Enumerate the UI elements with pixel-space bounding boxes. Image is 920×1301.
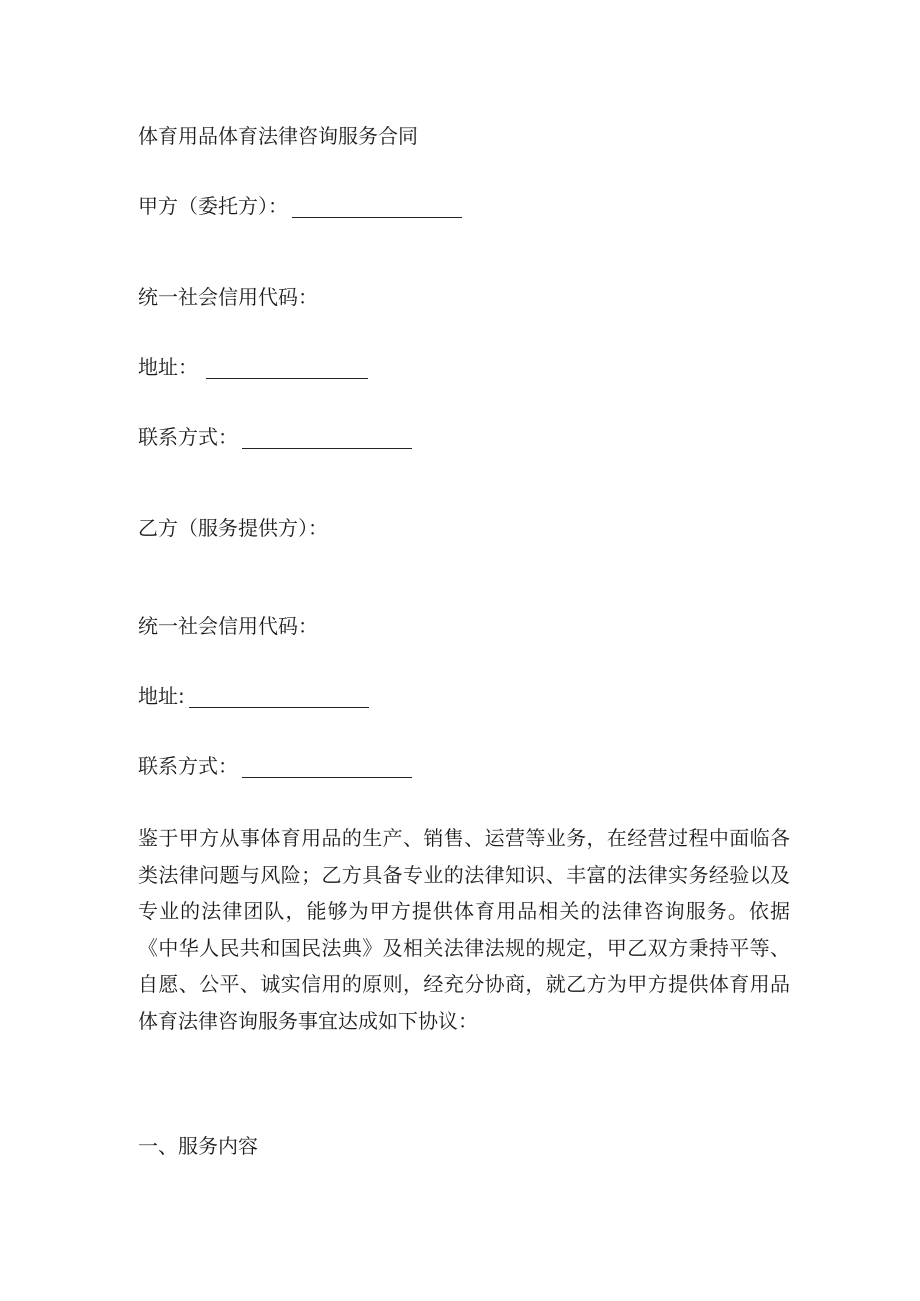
party-b-line — [138, 516, 328, 540]
title-text: 体育用品体育法律咨询服务合同 — [138, 124, 418, 148]
party-b-label: 乙方（服务提供方）： — [138, 516, 328, 540]
party-a-credit-code-label: 统一社会信用代码： — [138, 285, 318, 309]
section-1-heading — [138, 1134, 258, 1158]
party-a-address-blank[interactable] — [206, 358, 368, 379]
party-b-contact-blank[interactable] — [242, 757, 412, 778]
party-a-contact-line — [138, 425, 412, 449]
party-b-address-line — [138, 684, 369, 708]
party-a-address-line — [138, 355, 368, 379]
party-b-contact-line — [138, 754, 412, 778]
party-b-address-blank[interactable] — [189, 687, 369, 708]
section-1-heading-text: 一、服务内容 — [138, 1134, 258, 1158]
party-b-contact-label: 联系方式： — [138, 754, 238, 778]
document-title — [138, 124, 418, 148]
party-a-address-label: 地址： — [138, 355, 198, 379]
party-a-line — [138, 194, 462, 218]
party-a-contact-blank[interactable] — [242, 428, 412, 449]
party-b-credit-code-line — [138, 614, 318, 638]
party-b-address-label: 地址: — [138, 684, 185, 708]
party-a-contact-label: 联系方式： — [138, 425, 238, 449]
party-a-blank[interactable] — [292, 197, 462, 218]
party-a-label: 甲方（委托方）： — [138, 194, 288, 218]
party-a-credit-code-line — [138, 285, 318, 309]
party-b-credit-code-label: 统一社会信用代码： — [138, 614, 318, 638]
preamble-paragraph: 鉴于甲方从事体育用品的生产、销售、运营等业务，在经营过程中面临各类法律问题与风险；乙方具备专业的法律知识、丰富的法律实务经验以及专业的法律团队，能够为甲方提供体育用品相关的法律咨询服务。依据《中华人民共和国民法典》及相关法律法规的规定，甲乙双方秉持平等、自愿、公平、诚实信用的原则，经充分协商，就乙方为甲方提供体育用品体育法律咨询服务事宜达成如下协议： — [138, 826, 790, 1033]
